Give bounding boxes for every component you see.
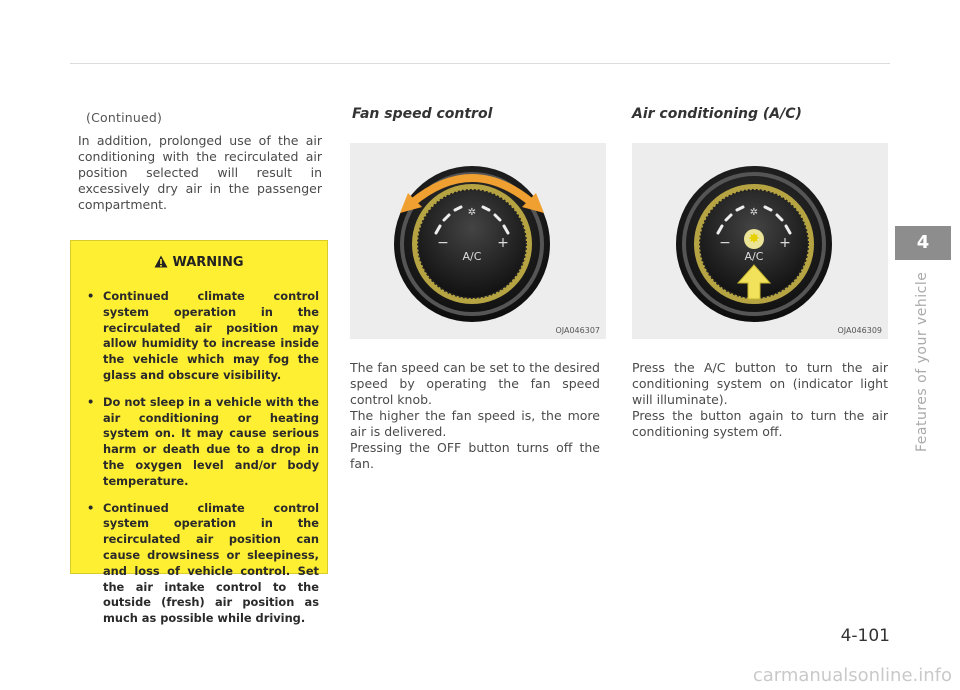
- page-number: 4-101: [840, 626, 890, 646]
- continued-label: (Continued): [86, 110, 163, 125]
- chapter-tab[interactable]: 4: [895, 226, 951, 260]
- figure-code: OJA046307: [555, 326, 600, 335]
- plus-icon: +: [779, 235, 791, 251]
- warning-triangle-icon: [154, 255, 168, 268]
- warning-box: [70, 240, 328, 626]
- fan-icon: ✲: [467, 207, 477, 218]
- watermark: carmanualsonline.info: [752, 665, 952, 686]
- fan-speed-figure: [350, 143, 606, 339]
- ac-knob-illustration: [632, 143, 888, 339]
- svg-text:✸: ✸: [748, 231, 760, 247]
- warning-title: [71, 255, 327, 270]
- ac-text: Press the A/C button to turn the air conditioning system on (indicator light will illuminate). Press the button again to turn the air conditioning system off.: [632, 360, 888, 439]
- knob-label: A/C: [744, 250, 764, 263]
- ac-heading: Air conditioning (A/C): [632, 106, 802, 122]
- bullet-icon: •: [87, 394, 95, 409]
- chapter-title: Features of your vehicle: [914, 271, 930, 452]
- fan-icon: ✲: [749, 207, 759, 218]
- fan-knob-illustration: [350, 143, 606, 339]
- warning-title-text: WARNING: [172, 255, 244, 270]
- warning-item: • Continued climate control system operation in the recirculated air position may allow humidity to increase inside the vehicle which may fog the glass and obscure visibility.: [87, 289, 319, 382]
- fan-speed-heading: Fan speed control: [352, 106, 493, 122]
- warning-item: • Continued climate control system operation in the recirculated air position can cause drowsiness or sleepiness, and loss of vehicle control. Set the air intake control to the outside (fresh) air position as much as possible while driving.: [87, 500, 319, 626]
- plus-icon: +: [497, 235, 509, 251]
- minus-icon: −: [437, 235, 449, 251]
- recirculation-paragraph: In addition, prolonged use of the air conditioning with the recirculated air position selected will result in excessively dry air in the passenger compartment.: [78, 133, 322, 212]
- fan-speed-text: The fan speed can be set to the desired speed by operating the fan speed control knob. The higher the fan speed is, the more air is delivered. Pressing the OFF button turns off the fan.: [350, 360, 600, 471]
- minus-icon: −: [719, 235, 731, 251]
- top-divider: [70, 63, 890, 64]
- bullet-icon: •: [87, 289, 95, 303]
- figure-code: OJA046309: [837, 326, 882, 335]
- ac-figure: [632, 143, 888, 339]
- bullet-icon: •: [87, 500, 95, 515]
- warning-list: [87, 289, 319, 638]
- warning-item: • Do not sleep in a vehicle with the air conditioning or heating system on. It may cause serious harm or death due to a drop in the oxygen level and/or body temperature.: [87, 394, 319, 488]
- knob-label: A/C: [462, 250, 482, 263]
- left-column: [78, 110, 322, 213]
